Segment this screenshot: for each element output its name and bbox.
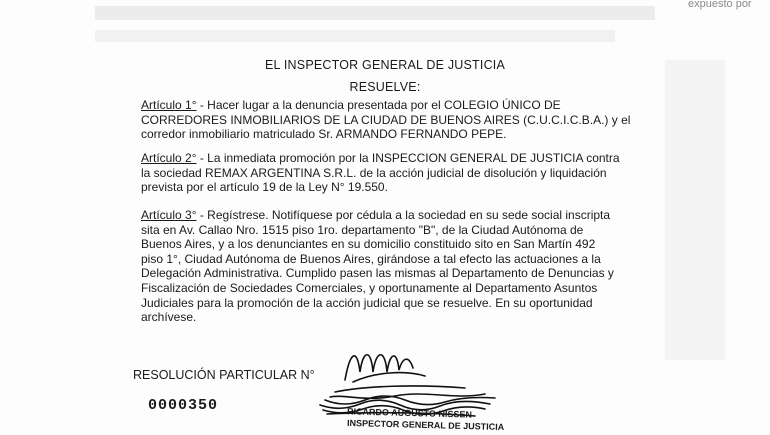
article-label: Artículo 2°: [141, 151, 197, 165]
article-line: corredor inmobiliario matriculado Sr. ARMANDO FERNANDO PEPE.: [141, 127, 507, 142]
resolution-number: 0000350: [148, 397, 219, 414]
article-line: sita en Av. Callao Nro. 1515 piso 1ro. departamento "B", de la Ciudad Autónoma de: [141, 222, 584, 237]
article-1: [141, 98, 631, 142]
article-line: Delegación Administrativa. Cumplido pasen las mismas al Departamento de Denuncias y: [141, 266, 614, 281]
article-label: Artículo 1°: [141, 98, 197, 112]
article-line: Judiciales para la promoción de la acción judicial que se resuelve. En su oportunidad: [141, 295, 593, 310]
article-line: - Hacer lugar a la denuncia presentada por el COLEGIO ÚNICO DE: [196, 98, 561, 112]
resolution-label: RESOLUCIÓN PARTICULAR N°: [133, 368, 315, 382]
article-line: la sociedad REMAX ARGENTINA S.R.L. de la acción judicial de disolución y liquidación: [141, 165, 607, 180]
article-label: Artículo 3°: [141, 208, 197, 222]
bleed-through-text: [95, 30, 615, 42]
document-heading: EL INSPECTOR GENERAL DE JUSTICIA: [264, 58, 506, 72]
bleed-through-text: [95, 6, 655, 20]
article-3: [141, 208, 631, 325]
article-line: - Regístrese. Notifíquese por cédula a la sociedad en su sede social inscripta: [196, 208, 611, 222]
bleed-through-margin: [665, 60, 725, 360]
signatory-title: INSPECTOR GENERAL DE JUSTICIA: [346, 417, 505, 433]
resolve-heading: RESUELVE:: [349, 80, 421, 94]
article-line: archívese.: [141, 310, 197, 325]
article-line: CORREDORES INMOBILIARIOS DE LA CIUDAD DE BUENOS AIRES (C.U.C.I.C.B.A.) y el: [141, 112, 631, 127]
article-line: - La inmediata promoción por la INSPECCION GENERAL DE JUSTICIA contra: [196, 151, 620, 165]
article-2: [141, 151, 631, 195]
article-line: Fiscalización de Sociedades Comerciales, y oportunamente al Departamento Asuntos: [141, 280, 598, 295]
corner-text: expuesto por: [688, 0, 752, 10]
signatory-name: RICARDO AUGUSTO NISSEN: [346, 406, 473, 420]
article-line: Buenos Aires, y a los denunciantes en su domicilio constituido sito en San Martín 492: [141, 237, 596, 252]
article-line: piso 1°, Ciudad Autónoma de Buenos Aires, girándose a tal efecto las actuaciones a la: [141, 251, 601, 266]
article-line: prevista por el artículo 19 de la Ley N° 19.550.: [141, 180, 388, 195]
